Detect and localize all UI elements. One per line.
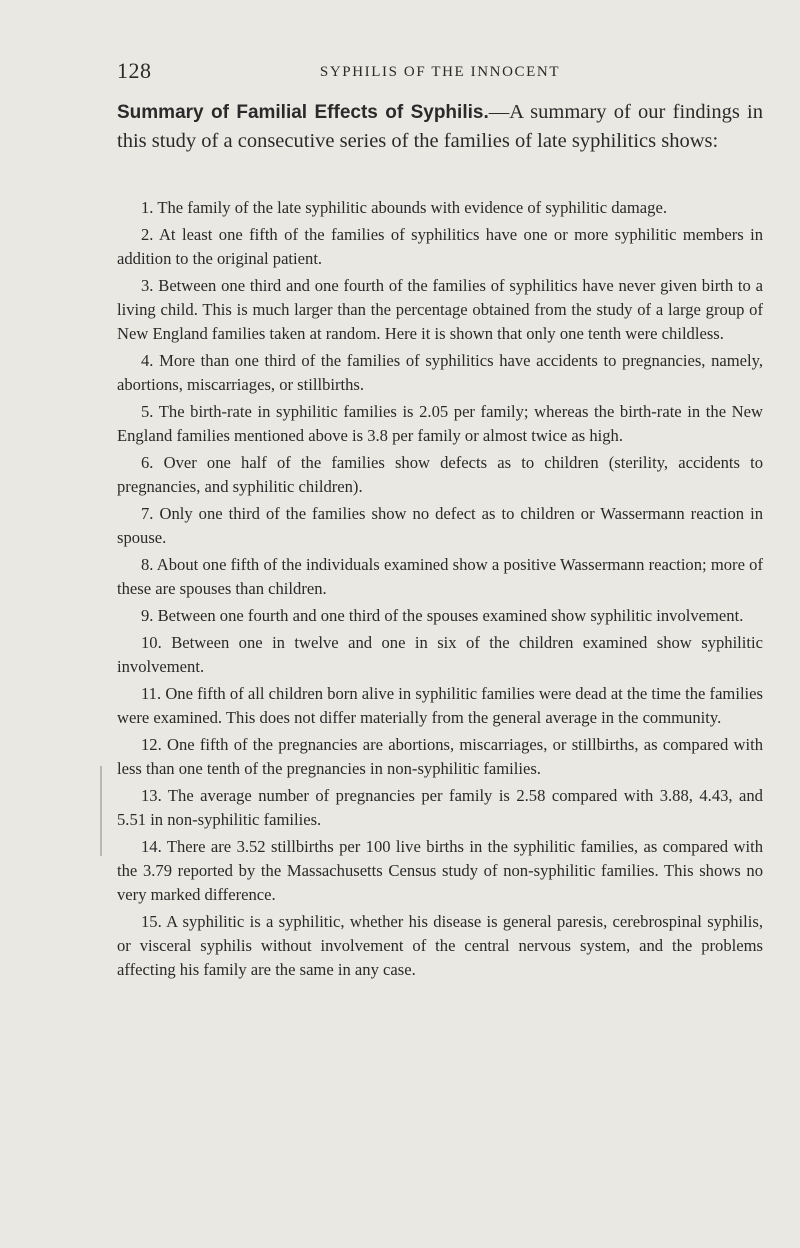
finding-number: 6. xyxy=(141,452,154,472)
finding-text: Between one fourth and one third of the spouses examined show syphilitic involvement. xyxy=(157,605,744,625)
finding-text: There are 3.52 stillbirths per 100 live births in the syphilitic families, as compared with the 3.79 reported by the Massachusetts Census study of non-syphilitic families. This shows no very marked difference. xyxy=(117,836,763,905)
section-heading: Summary of Familial Effects of Syphilis. xyxy=(117,102,489,123)
finding-text: The birth-rate in syphilitic families is 2.05 per family; whereas the birth-rate in the New England families mentioned above is 3.8 per family or almost twice as high. xyxy=(117,401,763,446)
finding-item xyxy=(117,196,763,220)
finding-number: 8. xyxy=(141,554,154,574)
finding-item xyxy=(117,631,763,680)
finding-number: 2. xyxy=(141,224,154,244)
finding-text: The average number of pregnancies per family is 2.58 compared with 3.88, 4.43, and 5.51 in non-syphilitic families. xyxy=(117,785,763,829)
finding-text: The family of the late syphilitic abounds with evidence of syphilitic damage. xyxy=(157,198,667,217)
finding-item xyxy=(117,274,763,347)
finding-number: 9. xyxy=(141,605,154,625)
finding-item xyxy=(117,784,763,833)
finding-text: Between one third and one fourth of the families of syphilitics have never given birth to a living child. This is much larger than the percentage obtained from the study of a large group of New England families taken at random. Here it is shown that only one tenth were childless. xyxy=(117,275,763,344)
finding-item xyxy=(117,400,763,449)
finding-number: 12. xyxy=(141,734,162,754)
finding-number: 11. xyxy=(141,683,162,703)
finding-number: 15. xyxy=(141,911,162,931)
page-number: 128 xyxy=(117,58,152,83)
finding-text: About one fifth of the individuals examined show a positive Wassermann reaction; more of these are spouses than children. xyxy=(117,554,763,599)
findings-list xyxy=(117,196,763,985)
finding-item xyxy=(117,502,763,551)
finding-item xyxy=(117,553,763,602)
margin-pencil-mark xyxy=(100,766,102,856)
finding-number: 4. xyxy=(141,350,154,370)
finding-text: A syphilitic is a syphilitic, whether his disease is general paresis, cerebrospinal syphilis, or visceral syphilis without involvement of the central nervous system, and the problems affecting his family are the same in any case. xyxy=(117,911,763,980)
finding-number: 3. xyxy=(141,275,154,295)
finding-text: Only one third of the families show no defect as to children or Wassermann reaction in spouse. xyxy=(117,503,764,548)
summary-intro xyxy=(117,98,763,155)
finding-item xyxy=(117,910,763,983)
finding-text: Over one half of the families show defects as to children (sterility, accidents to pregnancies, and syphilitic children). xyxy=(117,452,763,497)
finding-text: One fifth of the pregnancies are abortions, miscarriages, or stillbirths, as compared with less than one tenth of the pregnancies in non-syphilitic families. xyxy=(117,734,764,778)
finding-item xyxy=(117,604,763,628)
finding-item xyxy=(117,682,763,731)
finding-text: At least one fifth of the families of syphilitics have one or more syphilitic members in addition to the original patient. xyxy=(117,224,763,268)
finding-number: 13. xyxy=(141,785,162,805)
running-title: SYPHILIS OF THE INNOCENT xyxy=(319,64,561,80)
finding-number: 14. xyxy=(141,836,162,856)
finding-number: 10. xyxy=(141,632,162,652)
finding-text: One fifth of all children born alive in syphilitic families were dead at the time the families were examined. This does not differ materially from the general average in the community. xyxy=(117,683,763,727)
finding-item xyxy=(117,733,763,782)
finding-item xyxy=(117,223,763,272)
finding-item xyxy=(117,835,763,908)
finding-text: Between one in twelve and one in six of the children examined show syphilitic involvement. xyxy=(117,632,763,676)
finding-number: 7. xyxy=(141,503,154,523)
finding-text: More than one third of the families of syphilitics have accidents to pregnancies, namely, abortions, miscarriages, or stillbirths. xyxy=(117,350,763,395)
finding-item xyxy=(117,349,763,398)
page-header xyxy=(117,58,763,86)
intro-text: —A summary of our findings in this study of a consecutive series of the families of late syphilitics shows: xyxy=(117,101,764,152)
finding-number: 5. xyxy=(141,401,154,421)
finding-number: 1. xyxy=(141,198,154,217)
finding-item xyxy=(117,451,763,500)
